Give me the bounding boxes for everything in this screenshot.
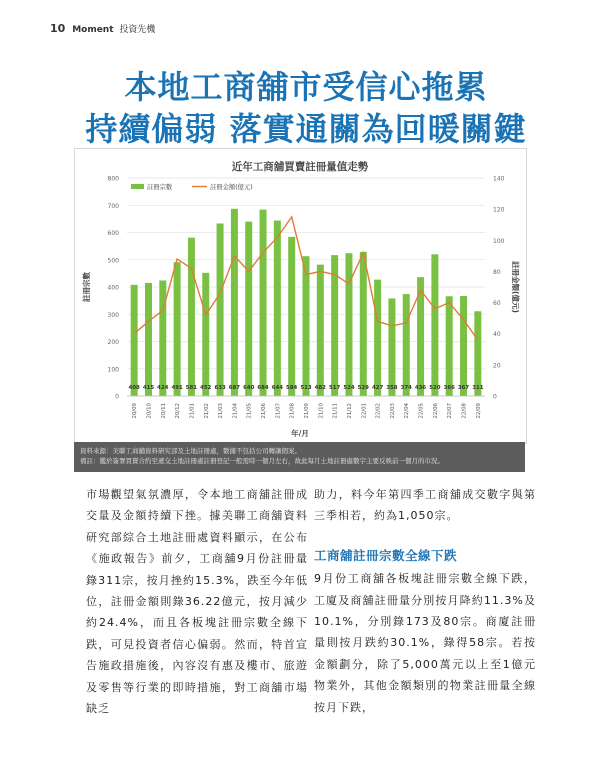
bar-data-label: 374 xyxy=(400,385,412,391)
bar-data-label: 366 xyxy=(443,385,455,391)
bar-data-label: 517 xyxy=(329,385,341,391)
bar xyxy=(260,210,267,396)
y-tick-label: 300 xyxy=(107,311,119,319)
chart xyxy=(75,149,526,443)
section-subheading: 工商舖註冊宗數全線下跌 xyxy=(314,547,458,563)
bar-data-label: 482 xyxy=(314,385,326,391)
y-tick-label: 0 xyxy=(115,393,119,401)
left-paragraph: 市場觀望氣氛濃厚，令本地工商舖註冊成交量及金額持續下挫。據美聯工商舖資料研究部綜合土地註冊處資料顯示，在公布《施政報告》前夕，工商舖9月份註冊量錄311宗，按月挫約15.3%，跌至今年低位，註冊金額則錄36.22億元，按月減少約24.4%，而且各板塊註冊宗數全線下跌，可見投資者信心偏弱。然而，特首宣告施政措施後，內容沒有惠及樓市、旅遊及零售等行業的即時措施，對工商舖市場缺乏 xyxy=(86,488,308,716)
bar xyxy=(231,209,238,396)
y2-tick-label: 80 xyxy=(493,268,501,276)
y-tick-label: 200 xyxy=(107,339,119,346)
x-tick-label: 21/12 xyxy=(346,403,353,419)
y2-tick-label: 120 xyxy=(493,206,505,214)
y2-tick-label: 60 xyxy=(493,300,501,308)
bar-data-label: 415 xyxy=(142,385,155,391)
bar xyxy=(403,294,410,396)
bar-data-label: 427 xyxy=(371,385,384,391)
x-tick-label: 22/04 xyxy=(404,403,411,419)
bar xyxy=(174,262,181,396)
bar-data-label: 684 xyxy=(257,385,269,391)
x-tick-label: 20/12 xyxy=(175,403,182,419)
x-tick-label: 22/08 xyxy=(461,403,468,419)
bar xyxy=(374,280,381,396)
y-tick-label: 600 xyxy=(107,230,119,237)
x-tick-label: 21/03 xyxy=(218,403,225,419)
page-number: 10 xyxy=(50,22,66,35)
x-tick-label: 22/05 xyxy=(418,403,425,419)
x-tick-label: 21/09 xyxy=(304,403,310,419)
x-tick-label: 22/03 xyxy=(389,403,396,419)
right-paragraph-1: 助力，料今年第四季工商舖成交數字與第三季相若，約為1,050宗。 xyxy=(314,488,536,523)
y2-tick-label: 20 xyxy=(493,362,501,370)
source-note-box xyxy=(74,442,525,472)
x-tick-label: 20/09 xyxy=(132,403,139,419)
x-tick-label: 22/09 xyxy=(475,403,482,419)
bar-data-label: 452 xyxy=(200,385,212,391)
bar-data-label: 633 xyxy=(214,385,226,391)
bar xyxy=(145,283,152,396)
x-tick-label: 20/11 xyxy=(160,403,167,419)
y-tick-label: 400 xyxy=(107,284,119,292)
bar xyxy=(159,280,166,396)
legend-label-bars: 註冊宗數 xyxy=(147,184,173,191)
bar xyxy=(388,298,395,396)
magazine-name: Moment xyxy=(72,25,114,35)
bar-data-label: 408 xyxy=(128,385,140,391)
x-tick-label: 20/10 xyxy=(146,403,153,419)
x-tick-label: 22/07 xyxy=(447,403,454,419)
x-tick-label: 22/06 xyxy=(432,403,439,419)
bar xyxy=(345,253,352,396)
bar xyxy=(360,252,367,396)
right-paragraph-2: 9月份工商舖各板塊註冊宗數全線下跌，工廈及商舖註冊量分別按月降約11.3%及10.1%，分別錄173及80宗。商廈註冊量則按月跌約30.1%，錄得58宗。若按金額劃分，除了5,000萬元以上至1億元物業外，其他金額類別的物業註冊量全線按月下跌， xyxy=(314,572,536,714)
bar-data-label: 644 xyxy=(271,385,283,391)
bar-data-label: 436 xyxy=(414,385,427,391)
y-tick-label: 700 xyxy=(107,202,119,210)
y2-tick-label: 40 xyxy=(493,331,501,339)
x-axis-label: 年/月 xyxy=(291,429,309,438)
x-tick-label: 22/01 xyxy=(361,403,368,419)
y-tick-label: 100 xyxy=(107,366,119,374)
x-tick-label: 21/10 xyxy=(318,403,325,419)
bar-data-label: 424 xyxy=(157,385,169,391)
x-tick-label: 21/02 xyxy=(203,403,210,419)
chart-title: 近年工商舖買賣註冊量值走勢 xyxy=(231,161,369,173)
bar xyxy=(131,285,138,396)
bar xyxy=(217,224,224,396)
y-tick-label: 500 xyxy=(107,257,119,265)
bar-data-label: 640 xyxy=(243,385,255,391)
legend-label-line: 註冊金額(億元) xyxy=(210,184,253,191)
x-tick-label: 21/06 xyxy=(261,403,268,419)
source-note: 資料來源：美聯工商舖資料研究部及土地註冊處，數據不包括公司轉讓個案。 xyxy=(80,447,301,455)
page-header xyxy=(50,22,155,35)
bar xyxy=(288,237,295,396)
x-tick-label: 21/11 xyxy=(332,403,339,419)
bar-data-label: 687 xyxy=(228,385,241,391)
left-column xyxy=(86,484,308,719)
bar xyxy=(460,296,467,396)
bar xyxy=(303,256,310,396)
bar-data-label: 491 xyxy=(171,385,183,391)
x-tick-label: 21/05 xyxy=(246,403,253,419)
section-name: 投資先機 xyxy=(119,25,156,35)
y-axis-label: 註冊宗數 xyxy=(82,272,91,302)
bar xyxy=(274,221,281,396)
legend-swatch-bars xyxy=(131,184,144,189)
x-tick-label: 21/08 xyxy=(289,403,296,419)
y2-tick-label: 100 xyxy=(493,237,505,245)
y2-tick-label: 0 xyxy=(493,393,497,401)
bar-data-label: 358 xyxy=(386,385,398,391)
bar-data-label: 529 xyxy=(357,385,369,391)
bar xyxy=(245,222,252,396)
bar-data-label: 584 xyxy=(286,385,298,391)
bar xyxy=(202,273,209,396)
x-tick-label: 22/02 xyxy=(375,403,382,419)
y2-axis-label: 註冊金額(億元) xyxy=(511,261,520,313)
bar xyxy=(474,311,481,396)
bar xyxy=(188,238,195,396)
right-column xyxy=(314,484,536,718)
article-title-line2: 持續偏弱 落實通關為回暖關鍵 xyxy=(85,110,527,148)
bar-data-label: 524 xyxy=(343,385,355,391)
chart-container xyxy=(74,148,527,444)
bar-data-label: 581 xyxy=(185,385,198,391)
y-tick-label: 800 xyxy=(107,175,119,183)
x-tick-label: 21/04 xyxy=(232,403,239,419)
bar xyxy=(317,265,324,396)
bar xyxy=(446,296,453,396)
article-title-line1: 本地工商舖市受信心拖累 xyxy=(124,68,488,106)
remark-note: 備註：鑑於簽署買賣合約至遞交土地註冊處註冊登記一般需時一個月左右，故此每月土地註冊處數字主要反映前一個月的市況。 xyxy=(80,457,444,465)
bar-data-label: 513 xyxy=(300,385,312,391)
bar-data-label: 367 xyxy=(457,385,470,391)
bar-data-label: 311 xyxy=(472,385,484,391)
x-tick-label: 21/01 xyxy=(189,403,196,419)
y2-tick-label: 140 xyxy=(493,175,505,183)
bar xyxy=(431,254,438,396)
bar-data-label: 520 xyxy=(429,385,441,391)
x-tick-label: 21/07 xyxy=(275,403,282,419)
